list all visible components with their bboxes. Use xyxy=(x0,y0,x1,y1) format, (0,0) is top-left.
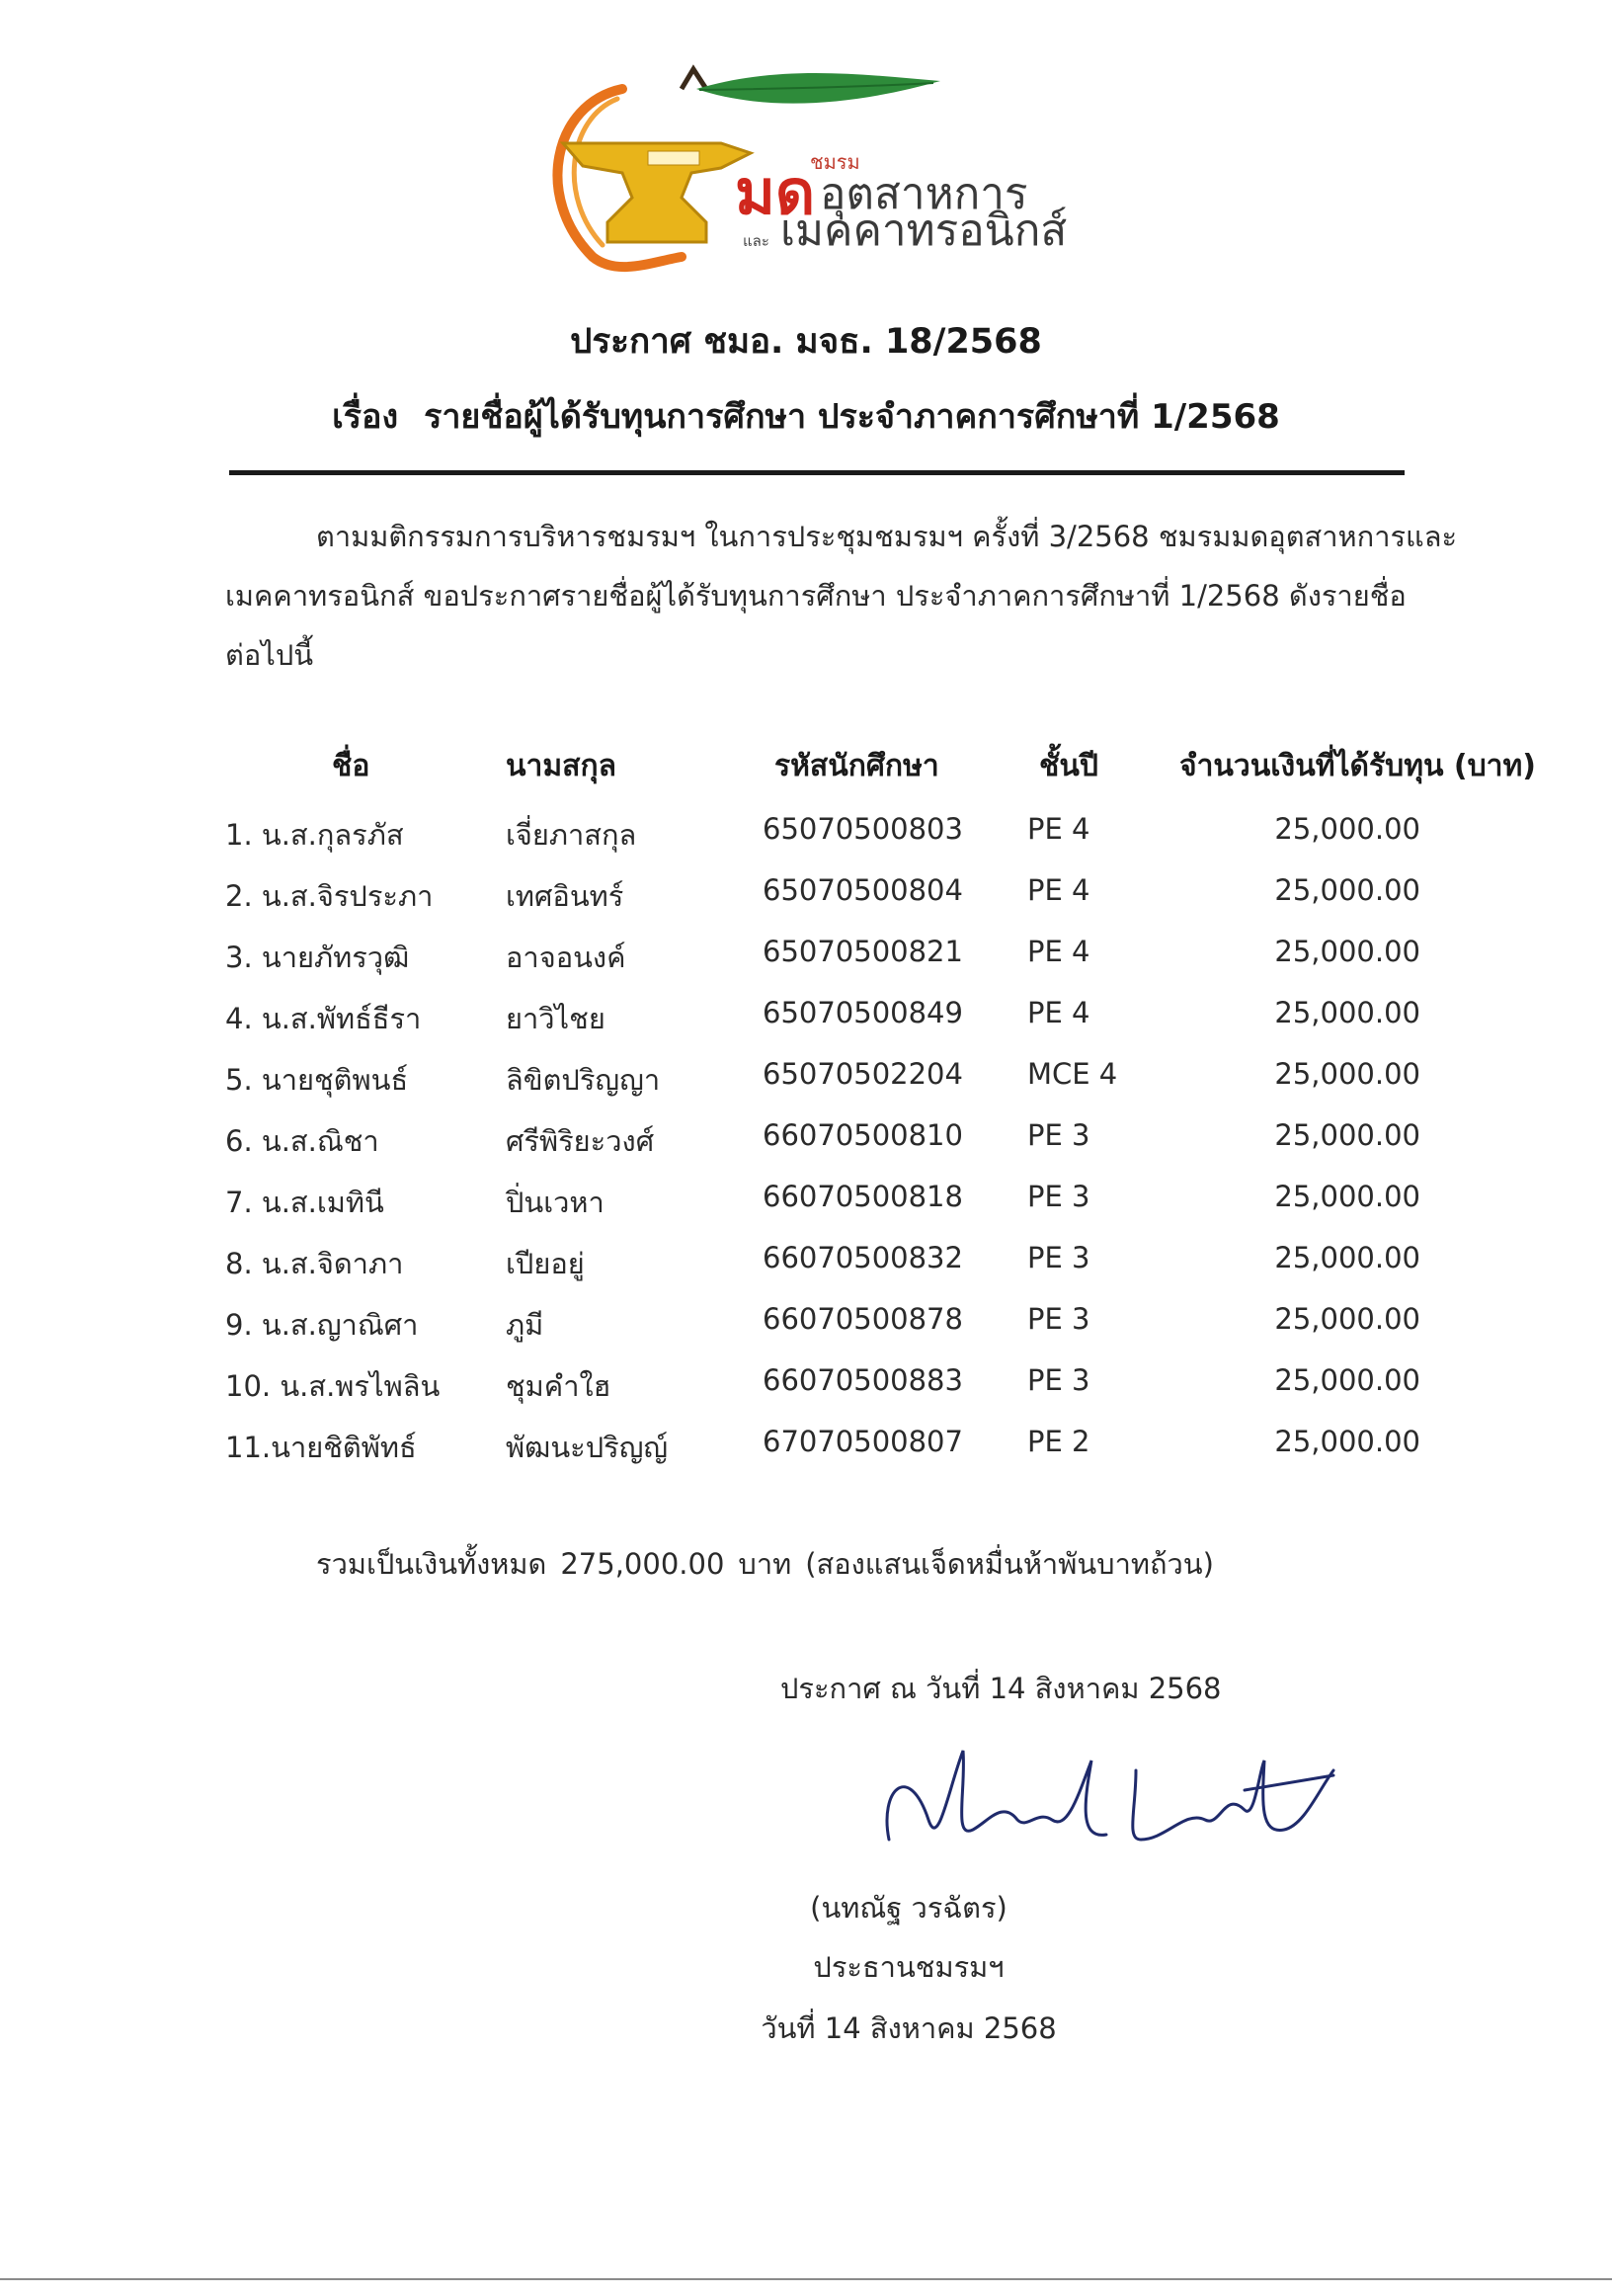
header-name: ชื่อ xyxy=(332,749,370,783)
cell-surname: ยาวิไชย xyxy=(506,1002,605,1035)
cell-student-id: 65070500803 xyxy=(763,812,963,846)
page-bottom-edge xyxy=(0,2278,1612,2280)
table-row xyxy=(0,935,1612,994)
body-line-2: เมคคาทรอนิกส์ ขอประกาศรายชื่อผู้ได้รับทุนการศึกษา ประจำภาคการศึกษาที่ 1/2568 ดังรายชื่อ xyxy=(225,579,1407,613)
cell-year: PE 4 xyxy=(1027,873,1090,907)
total-unit: บาท xyxy=(738,1547,792,1581)
table-row xyxy=(0,1363,1612,1423)
cell-student-id: 66070500818 xyxy=(763,1180,963,1213)
cell-year: PE 3 xyxy=(1027,1118,1090,1152)
cell-year: PE 3 xyxy=(1027,1241,1090,1274)
logo-name-highlight: มด xyxy=(735,156,816,228)
cell-name: 1. น.ส.กุลรภัส xyxy=(225,818,404,852)
table-row xyxy=(0,812,1612,871)
total-line xyxy=(316,1541,1228,1587)
cell-amount: 25,000.00 xyxy=(1274,1118,1420,1152)
table-row xyxy=(0,1057,1612,1116)
cell-name: 9. น.ส.ญาณิศา xyxy=(225,1308,419,1342)
cell-name: 4. น.ส.พัทธ์ธีรา xyxy=(225,1002,422,1035)
table-row xyxy=(0,996,1612,1055)
header-student-id: รหัสนักศึกษา xyxy=(774,749,939,783)
announce-date: ประกาศ ณ วันที่ 14 สิงหาคม 2568 xyxy=(780,1672,1222,1705)
cell-name: 7. น.ส.เมทินี xyxy=(225,1186,384,1219)
table-row xyxy=(0,1180,1612,1239)
cell-student-id: 65070502204 xyxy=(763,1057,963,1091)
cell-name: 8. น.ส.จิดาภา xyxy=(225,1247,404,1280)
cell-name: 3. นายภัทรวุฒิ xyxy=(225,941,410,974)
cell-student-id: 65070500849 xyxy=(763,996,963,1029)
cell-year: PE 4 xyxy=(1027,996,1090,1029)
header-divider xyxy=(229,470,1405,475)
cell-year: PE 3 xyxy=(1027,1180,1090,1213)
signature-icon xyxy=(869,1731,1343,1879)
total-label: รวมเป็นเงินทั้งหมด xyxy=(316,1547,547,1581)
cell-surname: เทศอินทร์ xyxy=(506,879,624,913)
cell-amount: 25,000.00 xyxy=(1274,1057,1420,1091)
announcement-title: ประกาศ ชมอ. มจธ. 18/2568 xyxy=(570,322,1042,362)
cell-amount: 25,000.00 xyxy=(1274,1241,1420,1274)
body-line-1: ตามมติกรรมการบริหารชมรมฯ ในการประชุมชมรมฯ ครั้งที่ 3/2568 ชมรมมดอุตสาหการและ xyxy=(316,520,1458,553)
header-year: ชั้นปี xyxy=(1039,749,1098,783)
cell-surname: ปิ่นเวหา xyxy=(506,1186,604,1219)
total-amount: 275,000.00 xyxy=(560,1547,725,1581)
logo-name-line1: อุตสาหการ xyxy=(820,169,1028,219)
cell-surname: พัฒนะปริญญ์ xyxy=(506,1431,669,1464)
cell-student-id: 66070500878 xyxy=(763,1302,963,1336)
cell-year: PE 4 xyxy=(1027,935,1090,968)
cell-amount: 25,000.00 xyxy=(1274,1302,1420,1336)
body-line-3: ต่อไปนี้ xyxy=(225,638,314,672)
cell-surname: ภูมี xyxy=(506,1308,544,1342)
announcement-subject xyxy=(0,389,1612,443)
cell-surname: เจี่ยภาสกุล xyxy=(506,818,637,852)
cell-amount: 25,000.00 xyxy=(1274,1425,1420,1458)
cell-surname: ศรีพิริยะวงศ์ xyxy=(506,1124,655,1158)
logo-club-word: ชมรม xyxy=(810,150,860,174)
cell-student-id: 65070500804 xyxy=(763,873,963,907)
cell-surname: อาจอนงค์ xyxy=(506,941,626,974)
cell-name: 11.นายชิติพัทธ์ xyxy=(225,1431,417,1464)
cell-student-id: 66070500883 xyxy=(763,1363,963,1397)
cell-student-id: 66070500832 xyxy=(763,1241,963,1274)
signer-name: (นทณัฐ วรฉัตร) xyxy=(810,1891,1008,1925)
header-surname: นามสกุล xyxy=(506,749,616,783)
cell-name: 10. น.ส.พรไพลิน xyxy=(225,1369,441,1403)
cell-student-id: 65070500821 xyxy=(763,935,963,968)
subject-text: รายชื่อผู้ได้รับทุนการศึกษา ประจำภาคการศึกษาที่ 1/2568 xyxy=(424,397,1280,437)
table-row xyxy=(0,1302,1612,1361)
table-row xyxy=(0,1425,1612,1484)
table-row xyxy=(0,873,1612,933)
cell-student-id: 67070500807 xyxy=(763,1425,963,1458)
cell-amount: 25,000.00 xyxy=(1274,1180,1420,1213)
header-amount: จำนวนเงินที่ได้รับทุน (บาท) xyxy=(1179,749,1537,783)
cell-surname: เปียอยู่ xyxy=(506,1247,585,1280)
total-in-words: (สองแสนเจ็ดหมื่นห้าพันบาทถ้วน) xyxy=(805,1547,1214,1581)
logo-name-line2: เมคคาทรอนิกส์ xyxy=(780,205,1068,256)
cell-year: PE 2 xyxy=(1027,1425,1090,1458)
cell-year: PE 3 xyxy=(1027,1363,1090,1397)
cell-surname: ชุมคำใฮ xyxy=(506,1369,611,1403)
cell-name: 6. น.ส.ณิชา xyxy=(225,1124,379,1158)
table-row xyxy=(0,1241,1612,1300)
subject-label: เรื่อง xyxy=(332,397,399,437)
cell-surname: ลิขิตปริญญา xyxy=(506,1063,661,1097)
cell-amount: 25,000.00 xyxy=(1274,935,1420,968)
cell-amount: 25,000.00 xyxy=(1274,873,1420,907)
table-row xyxy=(0,1118,1612,1178)
cell-year: PE 4 xyxy=(1027,812,1090,846)
sign-date: วันที่ 14 สิงหาคม 2568 xyxy=(761,2011,1057,2045)
cell-amount: 25,000.00 xyxy=(1274,812,1420,846)
cell-year: PE 3 xyxy=(1027,1302,1090,1336)
logo-and-word: และ xyxy=(743,232,769,250)
cell-amount: 25,000.00 xyxy=(1274,996,1420,1029)
cell-name: 5. นายชุติพนธ์ xyxy=(225,1063,409,1097)
cell-name: 2. น.ส.จิรประภา xyxy=(225,879,434,913)
cell-year: MCE 4 xyxy=(1027,1057,1118,1091)
club-logo xyxy=(524,59,1096,277)
signer-title: ประธานชมรมฯ xyxy=(813,1950,1005,1984)
cell-amount: 25,000.00 xyxy=(1274,1363,1420,1397)
cell-student-id: 66070500810 xyxy=(763,1118,963,1152)
